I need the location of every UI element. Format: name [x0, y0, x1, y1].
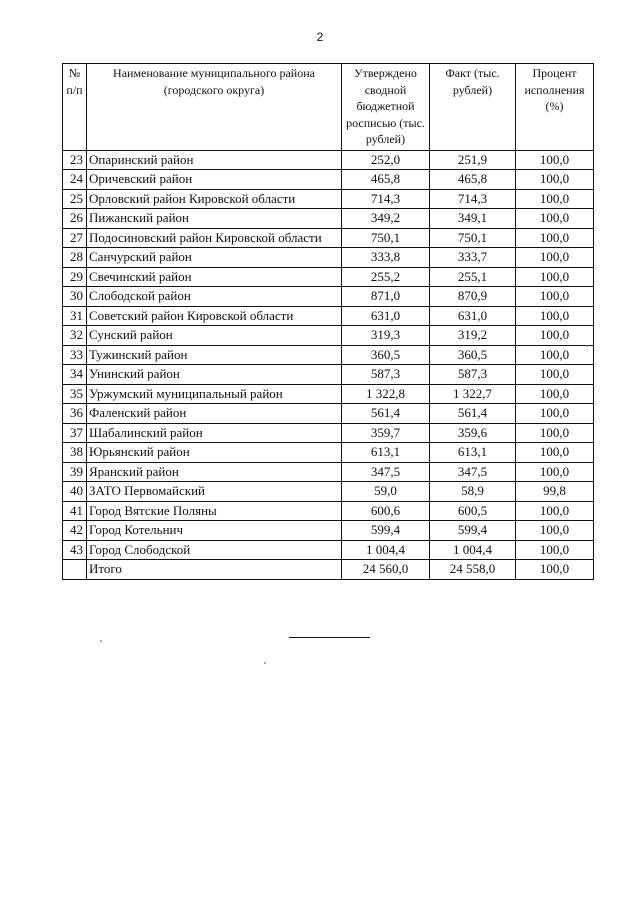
table-row [63, 482, 594, 502]
approved-budget-cell: 255,2 [342, 267, 430, 287]
actual-cell: 613,1 [430, 443, 516, 463]
execution-percent-cell: 100,0 [516, 228, 594, 248]
district-name-cell: Оричевский район [87, 170, 342, 190]
row-number-cell: 35 [63, 384, 87, 404]
table-row [63, 170, 594, 190]
approved-budget-cell: 59,0 [342, 482, 430, 502]
actual-cell: 587,3 [430, 365, 516, 385]
approved-budget-cell: 252,0 [342, 150, 430, 170]
row-number-cell: 37 [63, 423, 87, 443]
table-row [63, 423, 594, 443]
row-number-cell: 23 [63, 150, 87, 170]
actual-cell: 333,7 [430, 248, 516, 268]
approved-budget-cell: 750,1 [342, 228, 430, 248]
actual-cell: 631,0 [430, 306, 516, 326]
actual-cell: 1 322,7 [430, 384, 516, 404]
table-row [63, 189, 594, 209]
execution-percent-cell: 100,0 [516, 501, 594, 521]
row-number-cell: 26 [63, 209, 87, 229]
approved-budget-cell: 349,2 [342, 209, 430, 229]
execution-percent-cell: 100,0 [516, 287, 594, 307]
approved-budget-cell: 360,5 [342, 345, 430, 365]
approved-budget-cell: 587,3 [342, 365, 430, 385]
district-name-cell: Санчурский район [87, 248, 342, 268]
district-name-cell: Фаленский район [87, 404, 342, 424]
execution-percent-cell: 100,0 [516, 384, 594, 404]
district-name-cell: Подосиновский район Кировской области [87, 228, 342, 248]
table-row [63, 306, 594, 326]
row-number-cell: 34 [63, 365, 87, 385]
table-row [63, 501, 594, 521]
row-number-cell: 29 [63, 267, 87, 287]
district-name-cell: Слободской район [87, 287, 342, 307]
scan-speck [586, 345, 588, 347]
approved-budget-cell: 599,4 [342, 521, 430, 541]
district-name-cell: Город Слободской [87, 540, 342, 560]
table-row [63, 404, 594, 424]
approved-budget-cell: 1 004,4 [342, 540, 430, 560]
approved-budget-cell: 359,7 [342, 423, 430, 443]
budget-execution-table [62, 63, 594, 580]
actual-cell: 359,6 [430, 423, 516, 443]
actual-cell: 600,5 [430, 501, 516, 521]
table-body [63, 150, 594, 579]
table-row [63, 150, 594, 170]
actual-cell: 347,5 [430, 462, 516, 482]
actual-cell: 599,4 [430, 521, 516, 541]
execution-percent-cell: 99,8 [516, 482, 594, 502]
page-number: 2 [316, 30, 324, 44]
approved-budget-cell: 319,3 [342, 326, 430, 346]
execution-percent-cell: 100,0 [516, 345, 594, 365]
scan-speck [264, 662, 266, 664]
approved-budget-cell: 714,3 [342, 189, 430, 209]
row-number-cell: 42 [63, 521, 87, 541]
row-number-cell: 31 [63, 306, 87, 326]
header-execution-percent: Процент исполнения (%) [516, 64, 594, 151]
header-district-name: Наименование муниципального района (городского округа) [87, 64, 342, 151]
district-name-cell: Город Котельнич [87, 521, 342, 541]
execution-percent-cell: 100,0 [516, 267, 594, 287]
row-number-cell: 36 [63, 404, 87, 424]
table-row [63, 443, 594, 463]
table-row [63, 365, 594, 385]
row-number-cell: 27 [63, 228, 87, 248]
execution-percent-cell: 100,0 [516, 189, 594, 209]
district-name-cell: ЗАТО Первомайский [87, 482, 342, 502]
table-row [63, 521, 594, 541]
row-number-cell: 25 [63, 189, 87, 209]
header-actual: Факт (тыс. рублей) [430, 64, 516, 151]
header-approved-budget: Утверждено сводной бюджетной росписью (тыс. рублей) [342, 64, 430, 151]
actual-cell: 251,9 [430, 150, 516, 170]
approved-budget-cell: 24 560,0 [342, 560, 430, 580]
end-of-document-line [289, 637, 370, 638]
execution-percent-cell: 100,0 [516, 209, 594, 229]
district-name-cell: Опаринский район [87, 150, 342, 170]
approved-budget-cell: 347,5 [342, 462, 430, 482]
execution-percent-cell: 100,0 [516, 404, 594, 424]
table-header [63, 64, 594, 151]
district-name-cell: Сунский район [87, 326, 342, 346]
table-row [63, 267, 594, 287]
execution-percent-cell: 100,0 [516, 423, 594, 443]
row-number-cell: 33 [63, 345, 87, 365]
row-number-cell: 24 [63, 170, 87, 190]
district-name-cell: Пижанский район [87, 209, 342, 229]
district-name-cell: Шабалинский район [87, 423, 342, 443]
approved-budget-cell: 631,0 [342, 306, 430, 326]
district-name-cell: Юрьянский район [87, 443, 342, 463]
execution-percent-cell: 100,0 [516, 306, 594, 326]
actual-cell: 255,1 [430, 267, 516, 287]
actual-cell: 870,9 [430, 287, 516, 307]
district-name-cell: Итого [87, 560, 342, 580]
execution-percent-cell: 100,0 [516, 248, 594, 268]
district-name-cell: Яранский район [87, 462, 342, 482]
actual-cell: 465,8 [430, 170, 516, 190]
actual-cell: 349,1 [430, 209, 516, 229]
district-name-cell: Город Вятские Поляны [87, 501, 342, 521]
actual-cell: 750,1 [430, 228, 516, 248]
table-row [63, 345, 594, 365]
actual-cell: 360,5 [430, 345, 516, 365]
row-number-cell [63, 560, 87, 580]
actual-cell: 1 004,4 [430, 540, 516, 560]
execution-percent-cell: 100,0 [516, 150, 594, 170]
execution-percent-cell: 100,0 [516, 170, 594, 190]
table-row [63, 540, 594, 560]
district-name-cell: Советский район Кировской области [87, 306, 342, 326]
table-row [63, 462, 594, 482]
actual-cell: 24 558,0 [430, 560, 516, 580]
actual-cell: 561,4 [430, 404, 516, 424]
approved-budget-cell: 561,4 [342, 404, 430, 424]
district-name-cell: Орловский район Кировской области [87, 189, 342, 209]
row-number-cell: 40 [63, 482, 87, 502]
scan-speck [100, 640, 102, 642]
table-row [63, 287, 594, 307]
actual-cell: 319,2 [430, 326, 516, 346]
district-name-cell: Тужинский район [87, 345, 342, 365]
approved-budget-cell: 333,8 [342, 248, 430, 268]
row-number-cell: 30 [63, 287, 87, 307]
header-number: № п/п [63, 64, 87, 151]
execution-percent-cell: 100,0 [516, 521, 594, 541]
table-row [63, 228, 594, 248]
actual-cell: 714,3 [430, 189, 516, 209]
execution-percent-cell: 100,0 [516, 560, 594, 580]
row-number-cell: 41 [63, 501, 87, 521]
execution-percent-cell: 100,0 [516, 540, 594, 560]
row-number-cell: 43 [63, 540, 87, 560]
total-row [63, 560, 594, 580]
table-row [63, 384, 594, 404]
table-row [63, 326, 594, 346]
execution-percent-cell: 100,0 [516, 443, 594, 463]
execution-percent-cell: 100,0 [516, 326, 594, 346]
approved-budget-cell: 600,6 [342, 501, 430, 521]
district-name-cell: Уржумский муниципальный район [87, 384, 342, 404]
table-row [63, 209, 594, 229]
table-row [63, 248, 594, 268]
actual-cell: 58,9 [430, 482, 516, 502]
approved-budget-cell: 465,8 [342, 170, 430, 190]
row-number-cell: 39 [63, 462, 87, 482]
district-name-cell: Унинский район [87, 365, 342, 385]
district-name-cell: Свечинский район [87, 267, 342, 287]
row-number-cell: 38 [63, 443, 87, 463]
row-number-cell: 28 [63, 248, 87, 268]
approved-budget-cell: 871,0 [342, 287, 430, 307]
execution-percent-cell: 100,0 [516, 462, 594, 482]
execution-percent-cell: 100,0 [516, 365, 594, 385]
approved-budget-cell: 613,1 [342, 443, 430, 463]
row-number-cell: 32 [63, 326, 87, 346]
approved-budget-cell: 1 322,8 [342, 384, 430, 404]
